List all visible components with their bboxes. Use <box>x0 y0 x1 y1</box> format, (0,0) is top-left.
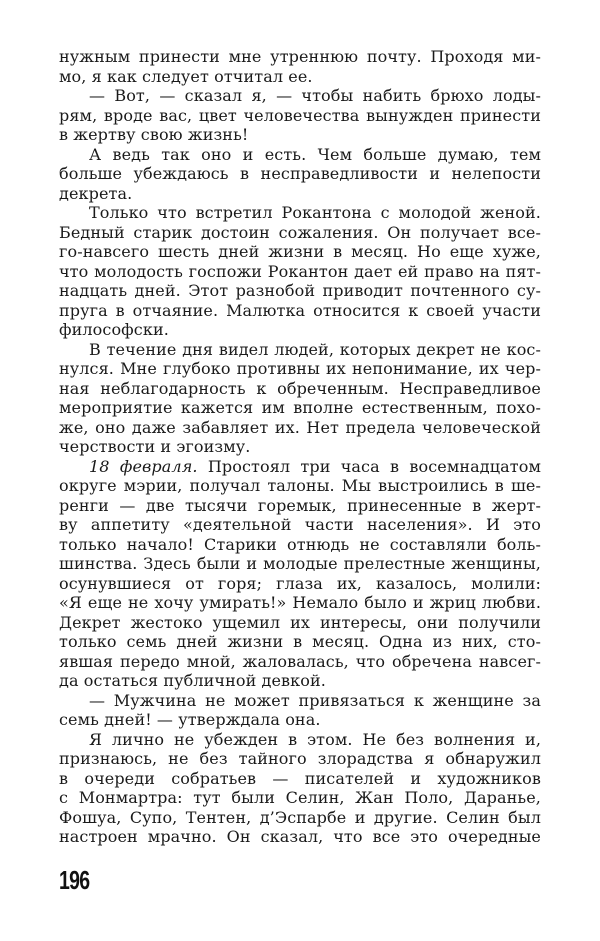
line-text: «Я еще не хочу умирать!» Немало было и жриц любви. <box>59 593 541 612</box>
line-text: В течение дня видел людей, которых декрет не кос- <box>89 339 541 359</box>
text-line <box>59 340 541 360</box>
line-text: явшая передо мной, жаловалась, что обречена навсег- <box>59 651 541 671</box>
line-text: с Монмартра: тут были Селин, Жан Поло, Даранье, <box>59 788 541 807</box>
text-line <box>59 769 541 789</box>
paragraph <box>59 86 541 145</box>
line-text: Фошуа, Супо, Тентен, д’Эспарбе и другие. Селин был <box>59 807 541 827</box>
text-line <box>59 593 541 613</box>
text-line <box>59 379 541 399</box>
text-line <box>59 125 541 145</box>
line-text: Только что встретил Рокантона с молодой женой. <box>89 203 541 222</box>
line-text: философски. <box>59 320 169 339</box>
text-line <box>59 242 541 262</box>
line-text: мо, я как следует отчитал ее. <box>59 66 313 86</box>
text-line <box>59 184 541 204</box>
text-line <box>59 827 541 847</box>
line-text: ная неблагодарность к обреченным. Несправедливое <box>59 378 541 398</box>
line-text: А ведь так оно и есть. Чем больше думаю, тем <box>89 144 541 164</box>
line-text: что молодость госпожи Рокантон дает ей право на пят- <box>59 261 541 281</box>
line-text: признаюсь, не без тайного злорадства я обнаружил <box>59 749 541 768</box>
text-line <box>59 320 541 340</box>
line-text: мероприятие кажется им вполне естественным, похо- <box>59 398 541 417</box>
text-line <box>59 203 541 223</box>
diary-date: 18 февраля. <box>89 456 198 476</box>
text-line <box>59 574 541 594</box>
text-line <box>59 476 541 496</box>
text-line <box>59 398 541 418</box>
line-text: шинства. Здесь были и молодые прелестные женщины, <box>59 554 541 573</box>
page-number: 196 <box>59 865 90 895</box>
text-line <box>59 788 541 808</box>
line-text: настроен мрачно. Он сказал, что все это очередные <box>59 827 541 846</box>
text-line <box>59 671 541 691</box>
line-text: же, оно даже забавляет их. Нет предела человеческой <box>59 417 541 437</box>
paragraph <box>59 691 541 730</box>
line-text: округе мэрии, получал талоны. Мы выстроились в ше- <box>59 476 541 495</box>
line-text: Бедный старик достоин сожаления. Он получает все- <box>59 222 541 242</box>
text-line <box>59 86 541 106</box>
line-text: только начало! Старики отнюдь не составляли боль- <box>59 534 541 554</box>
text-line <box>59 359 541 379</box>
line-text: декрета. <box>59 183 133 203</box>
text-line <box>59 281 541 301</box>
line-text: только семь дней жизни в месяц. Одна из них, сто- <box>59 632 541 651</box>
line-text: да остаться публичной девкой. <box>59 671 326 690</box>
text-line <box>59 47 541 67</box>
text-line <box>59 691 541 711</box>
text-line <box>59 808 541 828</box>
text-line <box>59 496 541 516</box>
line-text: — Вот, — сказал я, — чтобы набить брюхо лоды- <box>89 86 541 105</box>
text-line <box>59 106 541 126</box>
text-line <box>59 262 541 282</box>
line-text: в жертву свою жизнь! <box>59 125 249 144</box>
text-line <box>59 749 541 769</box>
line-text: Я лично не убежден в этом. Не без волнения и, <box>89 729 541 749</box>
text-line <box>59 418 541 438</box>
line-text: ву аппетиту «деятельной части населения». И это <box>59 515 541 534</box>
line-text: надцать дней. Этот разнобой приводит почтенного су- <box>59 281 541 300</box>
line-text: семь дней! — утверждала она. <box>59 710 321 729</box>
line-text: пруга в отчаяние. Малютка относится к своей участи <box>59 300 541 320</box>
line-text: осунувшиеся от горя; глаза их, казалось, молили: <box>59 573 541 593</box>
line-text: нулся. Мне глубоко противны их непонимание, их чер- <box>59 359 541 378</box>
line-text: рям, вроде вас, цвет человечества вынужден принести <box>59 105 541 125</box>
page-text <box>59 47 541 847</box>
text-line <box>59 437 541 457</box>
line-text: — Мужчина не может привязаться к женщине за <box>89 690 541 710</box>
text-line <box>59 164 541 184</box>
paragraph <box>59 457 541 691</box>
text-line <box>59 632 541 652</box>
line-text: Простоял три часа в восемнадцатом <box>197 456 542 476</box>
text-line <box>59 301 541 321</box>
line-text: го-навсего шесть дней жизни в месяц. Но еще хуже, <box>59 242 541 261</box>
line-text: больше убеждаюсь в несправедливости и нелепости <box>59 164 541 183</box>
text-line <box>59 554 541 574</box>
paragraph <box>59 47 541 86</box>
text-line <box>59 145 541 165</box>
line-text: нужным принести мне утреннюю почту. Проходя ми- <box>59 47 541 66</box>
text-line <box>59 457 541 477</box>
paragraph <box>59 340 541 457</box>
text-line <box>59 223 541 243</box>
text-line <box>59 613 541 633</box>
paragraph <box>59 203 541 340</box>
line-text: черствости и эгоизму. <box>59 437 251 456</box>
line-text: в очереди собратьев — писателей и художников <box>59 768 541 788</box>
paragraph <box>59 730 541 847</box>
text-line <box>59 710 541 730</box>
text-line <box>59 67 541 87</box>
paragraph <box>59 145 541 204</box>
text-line <box>59 730 541 750</box>
line-text: Декрет жестоко ущемил их интересы, они получили <box>59 612 541 632</box>
text-line <box>59 515 541 535</box>
line-text: ренги — две тысячи горемык, принесенные в жерт- <box>59 495 541 515</box>
text-line <box>59 652 541 672</box>
text-line <box>59 535 541 555</box>
